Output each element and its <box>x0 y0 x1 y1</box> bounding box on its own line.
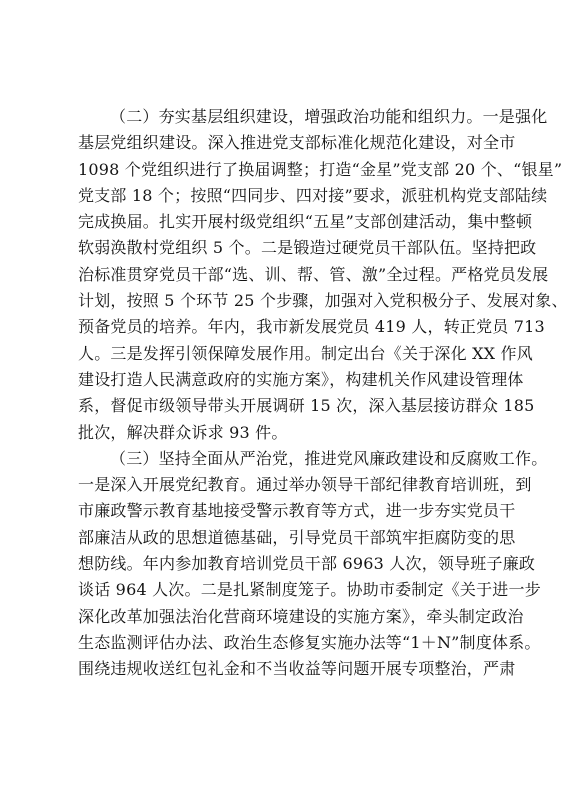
paragraph-2-line-10: 人。三是发挥引领保障发展作用。制定出台《关于深化 XX 作风 <box>78 343 533 363</box>
paragraph-2-line-6: 软弱涣散村党组织 5 个。二是锻造过硬党员干部队伍。坚持把政 <box>78 238 537 258</box>
paragraph-2-line-1: （二）夯实基层组织建设，增强政治功能和组织力。一是强化 <box>110 107 548 126</box>
paragraph-3-line-7: 深化改革加强法治化营商环境建设的实施方案》，牵头制定政治 <box>78 606 524 626</box>
paragraph-3-line-6: 谈话 964 人次。二是扎紧制度笼子。协助市委制定《关于进一步 <box>78 580 541 600</box>
paragraph-2-line-13: 批次，解决群众诉求 93 件。 <box>78 422 288 442</box>
paragraph-2-line-12: 系，督促市级领导带头开展调研 15 次，深入基层接访群众 185 <box>78 396 535 416</box>
paragraph-3-line-4: 部廉洁从政的思想道德基础，引导党员干部筑牢拒腐防变的思 <box>78 527 516 547</box>
paragraph-2-line-11: 建设打造人民满意政府的实施方案》，构建机关作风建设管理体 <box>78 369 524 389</box>
paragraph-2-line-9: 预备党员的培养。年内，我市新发展党员 419 人，转正党员 713 <box>78 317 545 337</box>
paragraph-3-line-2: 一是深入开展党纪教育。通过举办领导干部纪律教育培训班，到 <box>78 475 532 495</box>
paragraph-3-line-5: 想防线。年内参加教育培训党员干部 6963 人次，领导班子廉政 <box>78 554 536 574</box>
paragraph-2-line-4: 党支部 18 个；按照“四同步、四对接”要求，派驻机构党支部陆续 <box>78 185 548 205</box>
document-body <box>78 104 568 683</box>
paragraph-2-line-2: 基层党组织建设。深入推进党支部标准化规范化建设，对全市 <box>78 133 516 153</box>
paragraph-2-line-8: 计划，按照 5 个环节 25 个步骤，加强对入党积极分子、发展对象、 <box>78 291 568 311</box>
paragraph-2-line-7: 治标准贯穿党员干部“选、训、帮、管、激”全过程。严格党员发展 <box>78 264 549 284</box>
paragraph-2-line-5: 完成换届。扎实开展村级党组织“五星”支部创建活动，集中整顿 <box>78 212 533 232</box>
paragraph-3-line-8: 生态监测评估办法、政治生态修复实施办法等“1＋N”制度体系。 <box>78 632 541 652</box>
paragraph-3-line-3: 市廉政警示教育基地接受警示教育等方式，进一步夯实党员干 <box>78 501 516 521</box>
paragraph-2-line-3: 1098 个党组织进行了换届调整；打造“金星”党支部 20 个、“银星” <box>78 159 563 179</box>
paragraph-3-line-9: 围绕违规收送红包礼金和不当收益等问题开展专项整治，严肃 <box>78 659 516 679</box>
paragraph-3-line-1: （三）坚持全面从严治党，推进党风廉政建设和反腐败工作。 <box>110 448 548 468</box>
